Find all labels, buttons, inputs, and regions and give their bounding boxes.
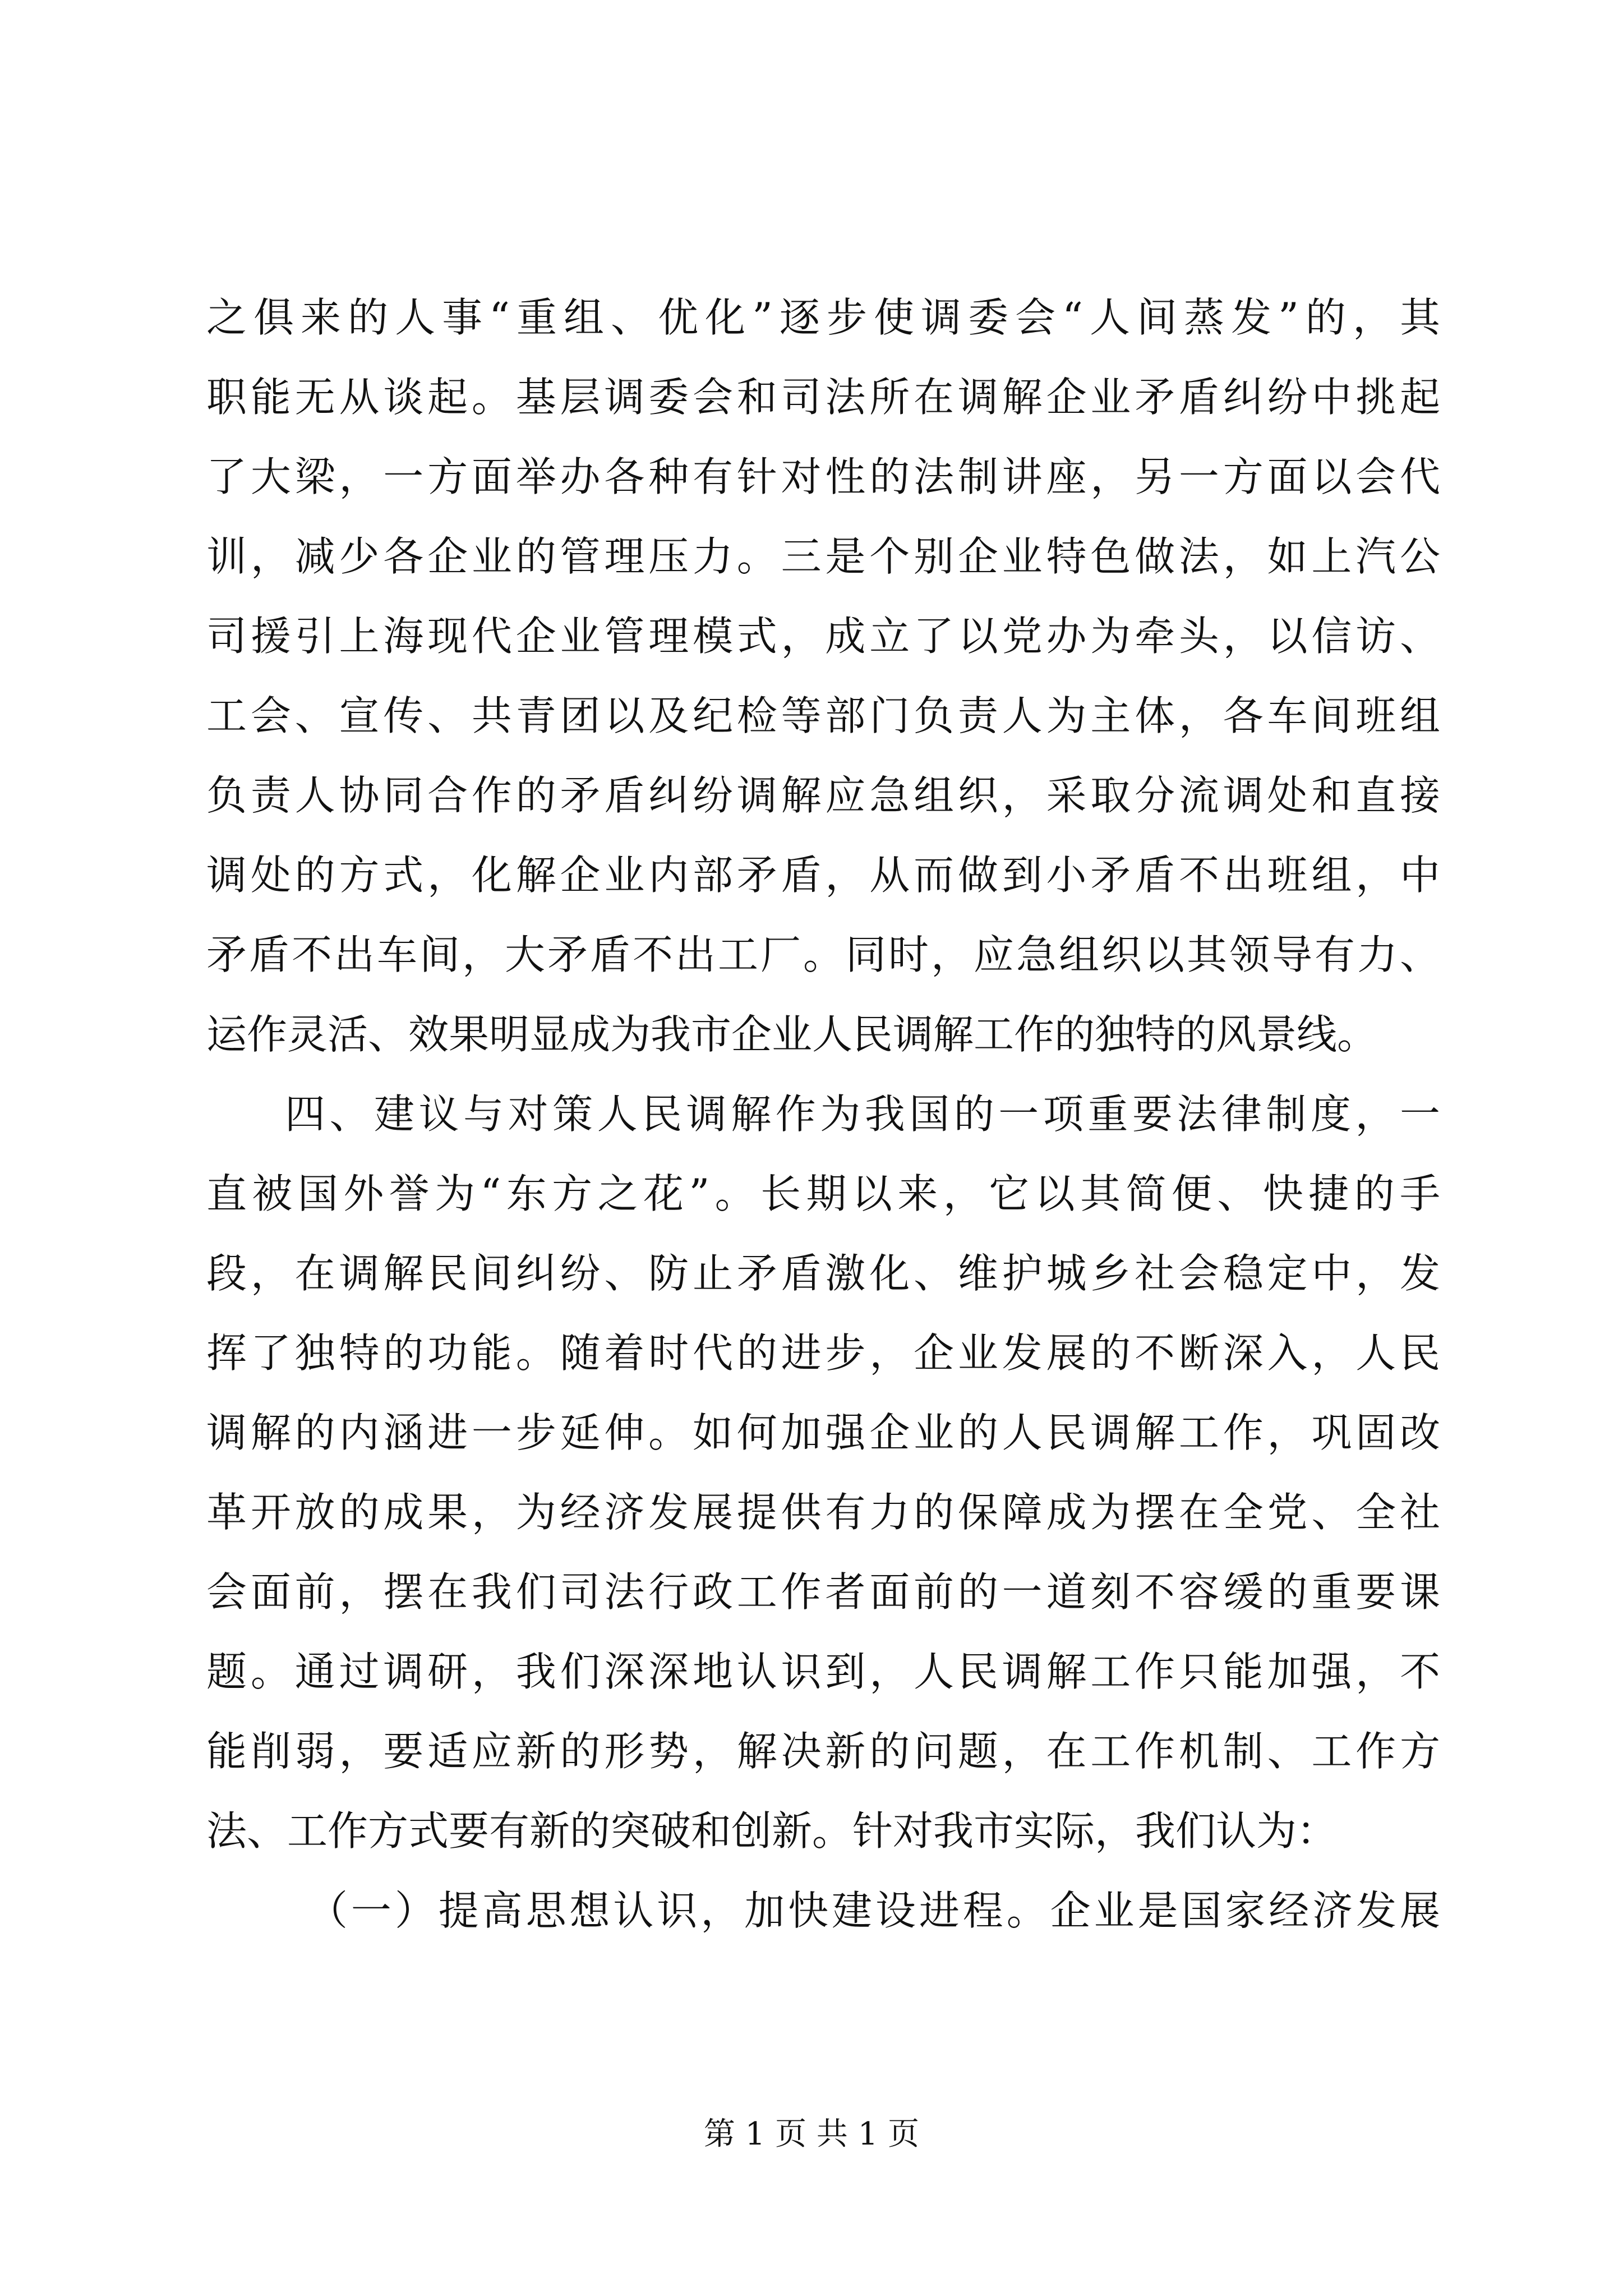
page-footer [0, 2115, 1623, 2154]
text-line: 直被国外誉为“东方之花”。长期以来，它以其简便、快捷的手 [206, 1170, 1440, 1217]
document-body [206, 278, 1440, 1950]
text-line: 调处的方式，化解企业内部矛盾，从而做到小矛盾不出班组，中 [206, 852, 1440, 899]
text-line: 训，减少各企业的管理压力。三是个别企业特色做法，如上汽公 [206, 533, 1440, 580]
text-line: 题。通过调研，我们深深地认识到，人民调解工作只能加强，不 [206, 1648, 1440, 1695]
text-line: 职能无从谈起。基层调委会和司法所在调解企业矛盾纠纷中挑起 [206, 374, 1440, 421]
paragraph-start-line: 四、建议与对策人民调解作为我国的一项重要法律制度，一 [285, 1091, 1440, 1138]
page-number-label: 第 1 页 共 1 页 [703, 2116, 920, 2152]
text-line: 了大梁，一方面举办各种有针对性的法制讲座，另一方面以会代 [206, 453, 1440, 500]
text-line: 负责人协同合作的矛盾纠纷调解应急组织，采取分流调处和直接 [206, 772, 1440, 819]
text-line: 挥了独特的功能。随着时代的进步，企业发展的不断深入，人民 [206, 1329, 1440, 1377]
text-line: 法、工作方式要有新的突破和创新。针对我市实际，我们认为： [206, 1807, 1338, 1855]
text-line: 革开放的成果，为经济发展提供有力的保障成为摆在全党、全社 [206, 1489, 1440, 1536]
text-line: 运作灵活、效果明显成为我市企业人民调解工作的独特的风景线。 [206, 1011, 1378, 1058]
paragraph-start-line: （一）提高思想认识，加快建设进程。企业是国家经济发展 [307, 1887, 1440, 1934]
text-line: 段，在调解民间纠纷、防止矛盾激化、维护城乡社会稳定中，发 [206, 1250, 1440, 1297]
text-line: 能削弱，要适应新的形势，解决新的问题，在工作机制、工作方 [206, 1728, 1440, 1775]
text-line: 调解的内涵进一步延伸。如何加强企业的人民调解工作，巩固改 [206, 1409, 1440, 1456]
text-line: 司援引上海现代企业管理模式，成立了以党办为牵头，以信访、 [206, 613, 1440, 660]
text-line: 会面前，摆在我们司法行政工作者面前的一道刻不容缓的重要课 [206, 1568, 1440, 1616]
text-line: 之俱来的人事“重组、优化”逐步使调委会“人间蒸发”的，其 [206, 294, 1440, 341]
text-line: 矛盾不出车间，大矛盾不出工厂。同时，应急组织以其领导有力、 [206, 931, 1440, 978]
text-line: 工会、宣传、共青团以及纪检等部门负责人为主体，各车间班组 [206, 692, 1440, 739]
